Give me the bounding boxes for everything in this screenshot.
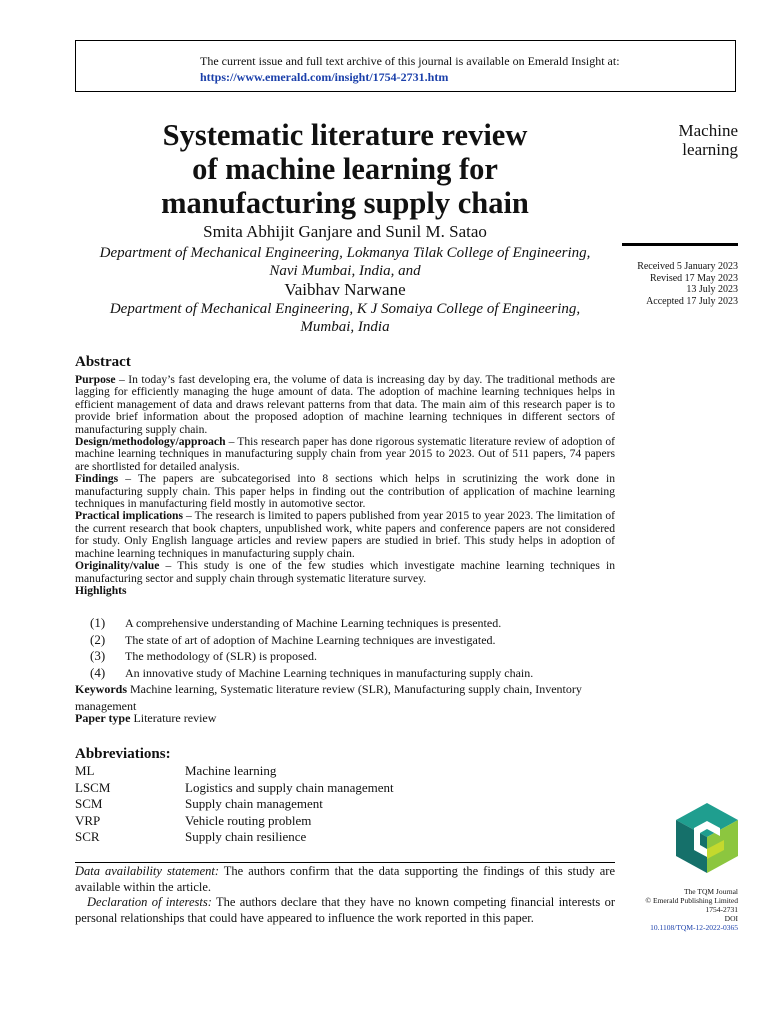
date-accepted: Accepted 17 July 2023	[646, 295, 738, 307]
table-row: ML Machine learning	[75, 763, 277, 778]
list-item: (3) The methodology of (SLR) is proposed.	[90, 648, 317, 663]
declaration-of-interests: Declaration of interests: The authors declare that they have no known competing financial interests or personal relationships that could have appeared to influence the work reported in this paper.	[75, 895, 615, 925]
title-line: manufacturing supply chain	[161, 186, 529, 220]
affiliation-secondary	[75, 300, 615, 336]
date-received: Received 5 January 2023	[637, 261, 738, 272]
abstract-findings: Findings – The papers are subcategorised into 8 sections which helps in scrutinizing the work done in manufacturing supply chain. This paper helps in finding out the contribution of application of machine learning techniques in manufacturing field mostly in automotive sector.	[75, 472, 615, 511]
authors-primary: Smita Abhijit Ganjare and Sunil M. Satao	[203, 222, 487, 241]
list-item: (1) A comprehensive understanding of Machine Learning techniques is presented.	[90, 615, 502, 630]
journal-info	[600, 887, 738, 932]
date-revised-2: 13 July 2023	[686, 284, 738, 295]
running-title	[622, 121, 738, 159]
journal-notice-box	[75, 40, 736, 92]
abstract-body	[75, 374, 615, 597]
notice-text: The current issue and full text archive of this journal is available on Emerald Insight at:	[200, 54, 620, 68]
keywords: Keywords Machine learning, Systematic literature review (SLR), Manufacturing supply chain, Inventory management	[75, 682, 582, 713]
abbreviations-heading: Abbreviations:	[75, 746, 171, 762]
abstract-heading: Abstract	[75, 354, 131, 370]
journal-link[interactable]: https://www.emerald.com/insight/1754-2731.htm	[200, 70, 449, 84]
abstract-implications: Practical implications – The research is limited to papers published from year 2015 to year 2023. The limitation of the current research that book chapters, unpublished work, white papers and conference papers are not considered for study. Only English language articles and review papers are studied in brief. This study helps in adoption of machine learning techniques in manufacturing supply chain.	[75, 509, 615, 560]
date-revised: Revised 17 May 2023	[649, 272, 738, 284]
abbreviations-table	[75, 763, 394, 846]
highlights-list	[75, 615, 615, 681]
footnote-statements	[75, 864, 615, 926]
article-dates	[600, 261, 738, 307]
abstract-originality: Originality/value – This study is one of the few studies which investigate machine learning techniques in manufacturing sector and supply chain through systematic literature survey.	[75, 559, 615, 585]
highlights-heading: Highlights	[75, 583, 127, 597]
abstract-design: Design/methodology/approach – This research paper has done rigorous systematic literature review of adoption of machine learning techniques in manufacturing supply chain from year 2015 to 2023. Out of 511 papers, 74 papers are shortlisted for detailed analysis.	[75, 435, 615, 473]
affiliation-line: Mumbai, India	[300, 319, 390, 335]
title-line: Systematic literature review	[162, 118, 528, 152]
list-item: (4) An innovative study of Machine Learning techniques in manufacturing supply chain.	[90, 664, 534, 680]
data-availability-statement: Data availability statement: The authors confirm that the data supporting the findings of this study are available within the article.	[75, 864, 615, 894]
table-row: LSCM Logistics and supply chain management	[75, 779, 394, 795]
authors-secondary: Vaibhav Narwane	[284, 280, 406, 299]
journal-publisher: © Emerald Publishing Limited	[645, 896, 738, 905]
running-title-line: Machine	[678, 121, 738, 140]
table-row: SCM Supply chain management	[75, 796, 323, 811]
journal-name: The TQM Journal	[683, 887, 738, 896]
publisher-logo-icon	[676, 803, 738, 873]
footnote-divider	[75, 862, 615, 863]
journal-doi: DOI 10.1108/TQM-12-2022-0365	[600, 914, 738, 932]
affiliation-primary	[75, 244, 615, 280]
table-row: VRP Vehicle routing problem	[75, 812, 312, 828]
title-line: of machine learning for	[192, 152, 498, 186]
affiliation-line: Department of Mechanical Engineering, K J Somaiya College of Engineering,	[109, 301, 581, 317]
abstract-purpose: Purpose – In today’s fast developing era, the volume of data is increasing day by day. The traditional methods are lagging for efficiently managing the huge amount of data. The adoption of machine learning techniques helps in efficient management of data and draws relevant patterns from that data. The main aim of this research paper is to provide brief information about the proposed adoption of machine learning techniques in different sectors of manufacturing supply chain.	[75, 373, 615, 436]
doi-link[interactable]: 10.1108/TQM-12-2022-0365	[650, 923, 738, 932]
side-divider	[622, 243, 738, 246]
table-row: SCR Supply chain resilience	[75, 829, 307, 844]
list-item: (2) The state of art of adoption of Machine Learning techniques are investigated.	[90, 631, 496, 647]
paper-type: Paper type Literature review	[75, 711, 217, 725]
affiliation-line: Navi Mumbai, India, and	[269, 263, 421, 279]
running-title-line: learning	[682, 140, 738, 159]
paper-title	[75, 118, 615, 220]
affiliation-line: Department of Mechanical Engineering, Lokmanya Tilak College of Engineering,	[99, 245, 591, 261]
journal-issn: 1754-2731	[705, 905, 738, 914]
